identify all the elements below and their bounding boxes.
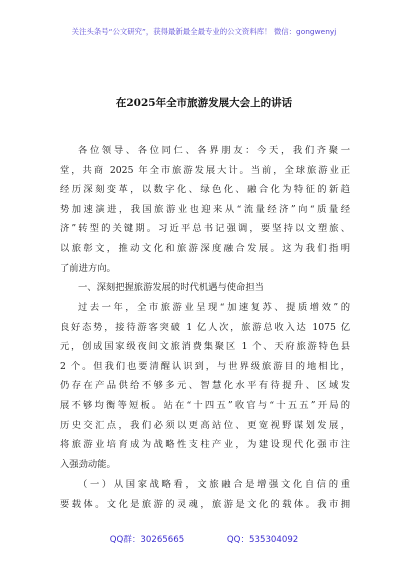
text-line: 将旅游业培育成为战略性支柱产业，为建设现代化强市注 [60, 439, 350, 451]
text-line: 济”转型的关键期。习近平总书记强调，要坚持以文塑旅、 [60, 223, 350, 235]
paragraph-review [60, 298, 350, 474]
text-line: 元，创成国家级夜间文旅消费集聚区 1 个、天府旅游特色县 [60, 341, 350, 353]
text-line: 以旅彰文，推动文化和旅游深度融合发展。这为我们指明 [60, 242, 350, 254]
paragraph-strategy [60, 475, 350, 514]
text-line: 入强劲动能。 [60, 458, 116, 470]
text-line: 堂，共商 2025 年全市旅游发展大计。当前，全球旅游业正 [60, 164, 350, 176]
footer-qq-number: QQ：535304092 [226, 535, 299, 545]
text-line: 各位领导、各位同仁、各界朋友：今天，我们齐聚一 [78, 145, 350, 156]
text-line: 展不够均衡等短板。站在“十四五”收官与“十五五”开局的 [60, 399, 350, 411]
text-line: 良好态势，接待游客突破 1 亿人次，旅游总收入达 1075 亿 [60, 321, 350, 333]
text-line: 仍存在产品供给不够多元、智慧化水平有待提升、区域发 [60, 380, 350, 392]
footer-contact [0, 533, 408, 545]
text-line: 经历深刻变革，以数字化、绿色化、融合化为特征的新趋 [60, 184, 350, 196]
footer-qq-group: QQ群：30265665 [109, 535, 185, 545]
text-line: （一）从国家战略看，文旅融合是增强文化自信的重 [78, 479, 350, 490]
text-line: 要载体。文化是旅游的灵魂，旅游是文化的载体。我市拥 [60, 498, 350, 510]
header-banner: 关注头条号“公文研究”，获得最新最全最专业的公文资料库！ 微信：gongwenyj [71, 27, 337, 36]
text-line: 势加速演进，我国旅游业也迎来从“流量经济”向“质量经 [60, 203, 350, 215]
paragraph-opening [60, 141, 350, 278]
text-line: 2 个。但我们也要清醒认识到，与世界级旅游目的地相比， [60, 360, 350, 372]
text-line: 过去一年，全市旅游业呈现“加速复苏、提质增效”的 [78, 302, 350, 313]
text-line: 一、深刻把握旅游发展的时代机遇与使命担当 [78, 282, 264, 293]
text-line: 了前进方向。 [60, 262, 116, 274]
section-heading [60, 278, 350, 298]
text-line: 历史交汇点，我们必须以更高站位、更宽视野谋划发展， [60, 419, 350, 431]
document-title: 在2025年全市旅游发展大会上的讲话 [115, 97, 293, 109]
